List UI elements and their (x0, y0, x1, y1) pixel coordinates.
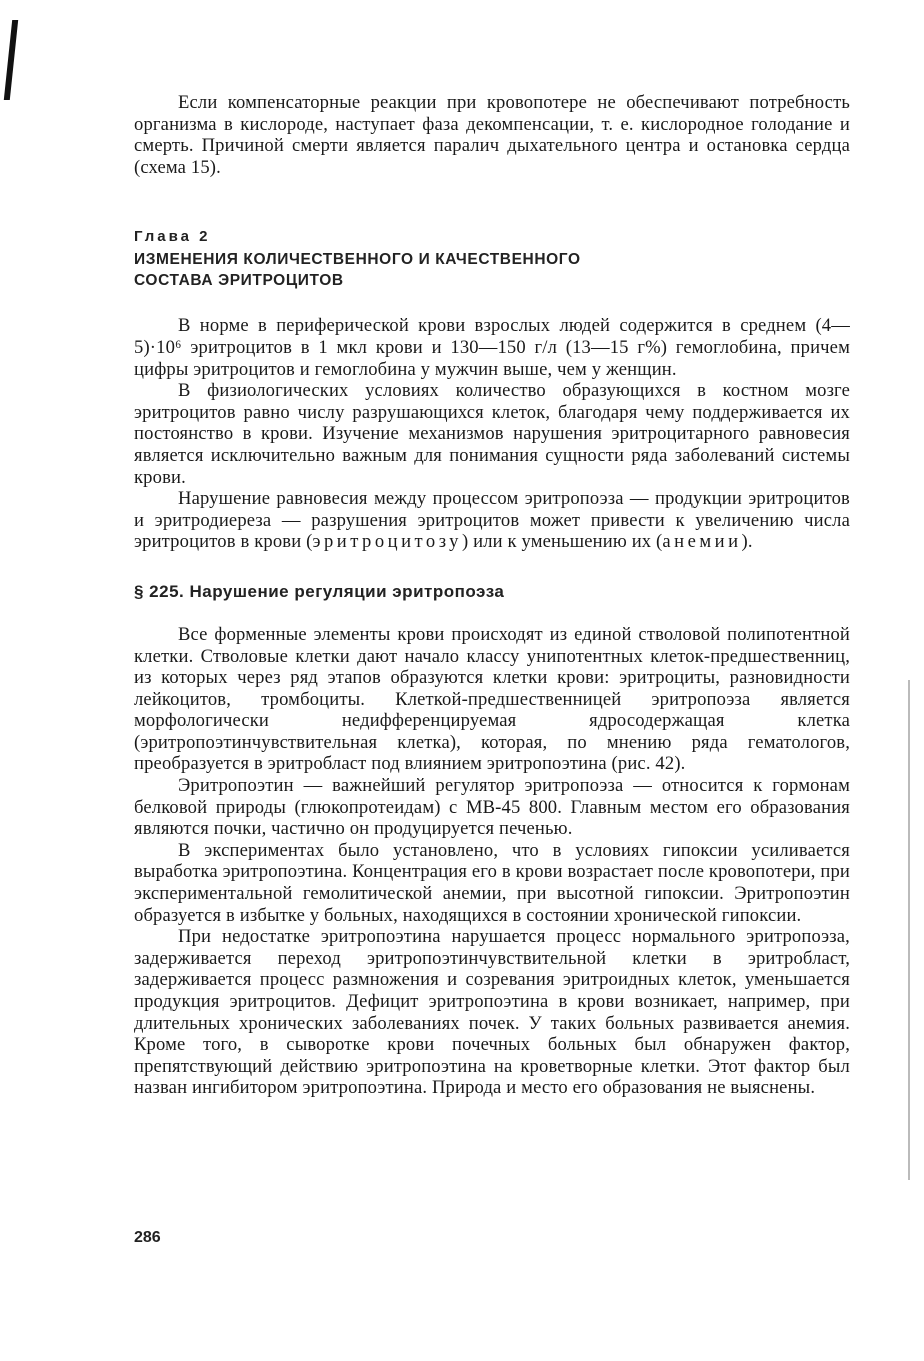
chapter-paragraph-3-part-c: ). (741, 531, 753, 553)
chapter-paragraph-3 (134, 488, 850, 553)
scan-edge-mark (4, 20, 18, 100)
page-number: 286 (134, 1229, 161, 1246)
page-body (134, 92, 850, 1099)
chapter-label: Глава 2 (134, 228, 211, 246)
section-paragraph-1: Все форменные элементы крови происходят из единой стволовой полипотентной клетки. Стволовые клетки дают начало классу унипотентных клеток-предшественниц, из которых через ряд этапов образуются клетки крови: эритроциты, разновидности лейкоцитов, тромбоциты. Клеткой-предшественницей эритропоэза является морфологически недифференцируемая ядросодержащая клетка (эритропоэтинчувствительная клетка), которая, по мнению ряда гематологов, преобразуется в эритробласт под влиянием эритропоэтина (рис. 42). (134, 623, 850, 775)
term-erythrocytosis: эритроцитозу (312, 531, 462, 553)
section-paragraph-2: Эритропоэтин — важнейший регулятор эритропоэза — относится к гормонам белковой природы (глюкопротеидам) с МВ-45 800. Главным местом его образования являются почки, частично он продуцируется печенью. (134, 775, 850, 840)
scan-edge-line (908, 680, 910, 1180)
chapter-title-line-1: ИЗМЕНЕНИЯ КОЛИЧЕСТВЕННОГО И КАЧЕСТВЕННОГО (134, 251, 581, 269)
chapter-paragraph-3-part-b: ) или к уменьшению их ( (461, 531, 663, 553)
chapter-title-line-2: СОСТАВА ЭРИТРОЦИТОВ (134, 272, 344, 290)
section-heading: § 225. Нарушение регуляции эритропоэза (134, 581, 505, 601)
chapter-paragraph-3-part-a: Нарушение равновесия между процессом эритропоэза — продукции эритроцитов и эритродиереза — разрушения эритроцитов может привести к увеличению числа эритроцитов в крови ( (134, 488, 850, 553)
section-paragraph-3: В экспериментах было установлено, что в условиях гипоксии усиливается выработка эритропоэтина. Концентрация его в крови возрастает после кровопотери, при экспериментальной гемолитической анемии, при высотной гипоксии. Эритропоэтин образуется в избытке у больных, находящихся в состоянии хронической гипоксии. (134, 839, 851, 926)
intro-paragraph: Если компенсаторные реакции при кровопотере не обеспечивают потребность организма в кислороде, наступает фаза декомпенсации, т. е. кислородное голодание и смерть. Причиной смерти является паралич дыхательного центра и остановка сердца (схема 15). (134, 92, 850, 178)
term-anemia: анемии (662, 531, 742, 553)
chapter-paragraph-2: В физиологических условиях количество образующихся в костном мозге эритроцитов равно числу разрушающихся клеток, благодаря чему поддерживается их постоянство в крови. Изучение механизмов нарушения эритроцитарного равновесия является исключительно важным для понимания сущности ряда заболеваний системы крови. (134, 380, 850, 488)
chapter-title (134, 249, 850, 291)
section-paragraph-4: При недостатке эритропоэтина нарушается процесс нормального эритропоэза, задерживается переход эритропоэтинчувствительной клетки в эритробласт, задерживается процесс размножения и созревания эритроидных клеток, уменьшается продукция эритроцитов. Дефицит эритропоэтина в крови возникает, например, при длительных хронических заболеваниях почек. У таких больных развивается анемия. Кроме того, в сыворотке крови почечных больных был обнаружен фактор, препятствующий действию эритропоэтина на кроветворные клетки. Этот фактор был назван ингибитором эритропоэтина. Природа и место его образования не выяснены. (134, 926, 850, 1099)
chapter-paragraph-1: В норме в периферической крови взрослых людей содержится в среднем (4—5)·10⁶ эритроцитов в 1 мкл крови и 130—150 г/л (13—15 г%) гемоглобина, причем цифры эритроцитов и гемоглобина у мужчин выше, чем у женщин. (134, 315, 850, 380)
